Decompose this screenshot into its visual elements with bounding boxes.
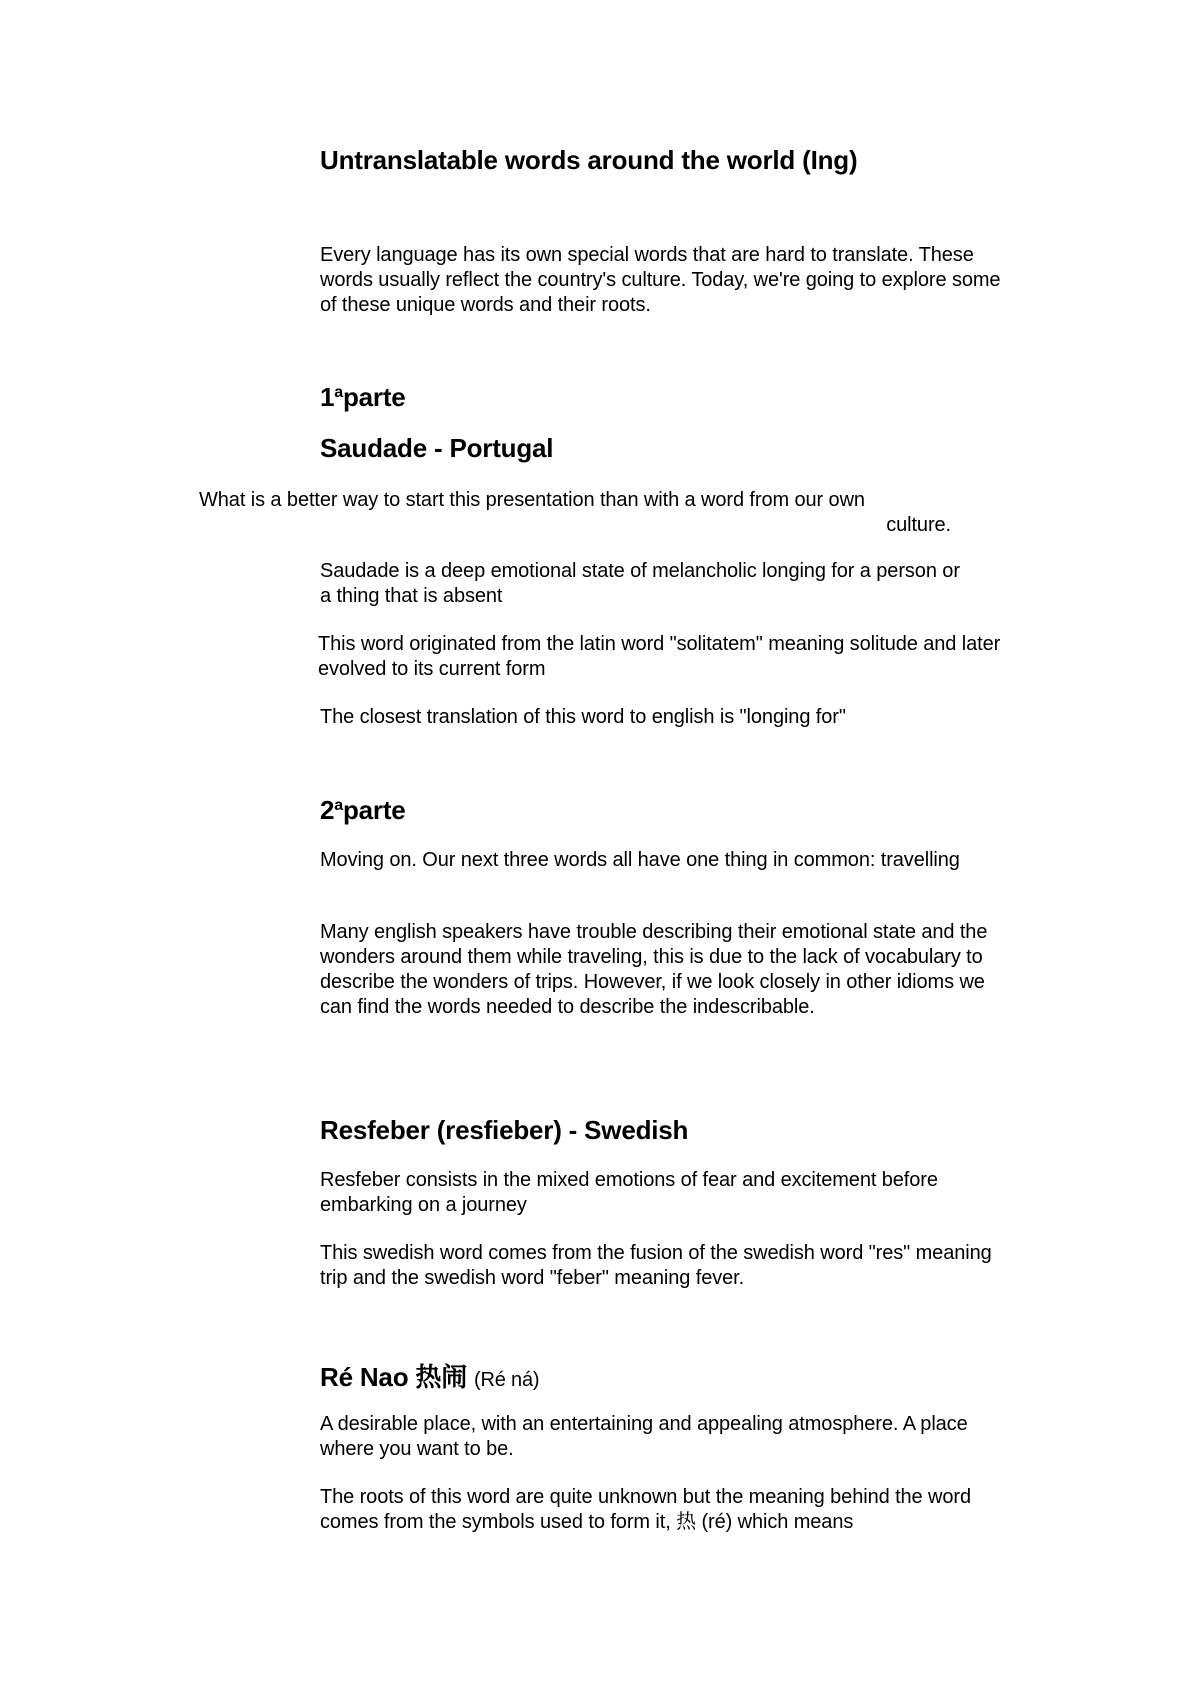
renao-paragraph-2: The roots of this word are quite unknown but the meaning behind the word comes from the symbols used to form it, 热 (ré) which means xyxy=(320,1486,971,1533)
saudade-heading: Saudade - Portugal xyxy=(320,433,554,463)
document-title: Untranslatable words around the world (Ing) xyxy=(320,145,858,175)
saudade-paragraph-1: Saudade is a deep emotional state of melancholic longing for a person or a thing that is absent xyxy=(320,560,960,607)
saudade-lead-line-1: What is a better way to start this presentation than with a word from our own xyxy=(199,489,865,511)
saudade-lead-line-2: culture. xyxy=(886,514,951,536)
intro-paragraph: Every language has its own special words that are hard to translate. These words usually reflect the country's culture. Today, we're going to explore some of these unique words and their roots. xyxy=(320,244,1001,316)
part-1-ordinal: a xyxy=(334,384,343,401)
saudade-lead xyxy=(199,488,951,538)
resfeber-heading: Resfeber (resfieber) - Swedish xyxy=(320,1115,689,1145)
part-2-ordinal: a xyxy=(334,797,343,814)
renao-heading xyxy=(320,1357,539,1394)
saudade-paragraph-2: This word originated from the latin word "solitatem" meaning solitude and later evolved to its current form xyxy=(318,633,1001,680)
part-1-heading xyxy=(320,382,406,413)
saudade-paragraph-3: The closest translation of this word to english is "longing for" xyxy=(320,706,846,728)
part-2-paragraph-2: Many english speakers have trouble describing their emotional state and the wonders around them while traveling, this is due to the lack of vocabulary to describe the wonders of trips. However, if we look closely in other idioms we can find the words needed to describe the indescribable. xyxy=(320,921,988,1018)
part-2-label: parte xyxy=(342,795,406,825)
resfeber-paragraph-1: Resfeber consists in the mixed emotions of fear and excitement before embarking on a journey xyxy=(320,1169,938,1216)
part-1-label: parte xyxy=(342,382,406,412)
resfeber-paragraph-2: This swedish word comes from the fusion of the swedish word "res" meaning trip and the swedish word "feber" meaning fever. xyxy=(320,1242,992,1289)
part-2-paragraph-1: Moving on. Our next three words all have one thing in common: travelling xyxy=(320,849,960,871)
renao-paragraph-1: A desirable place, with an entertaining and appealing atmosphere. A place where you want to be. xyxy=(320,1413,968,1460)
part-2-heading xyxy=(320,795,406,826)
part-2-number: 2 xyxy=(320,795,335,825)
renao-heading-pronunciation: (Ré ná) xyxy=(474,1369,540,1391)
renao-heading-main: Ré Nao 热闹 xyxy=(320,1362,468,1392)
part-1-number: 1 xyxy=(320,382,335,412)
